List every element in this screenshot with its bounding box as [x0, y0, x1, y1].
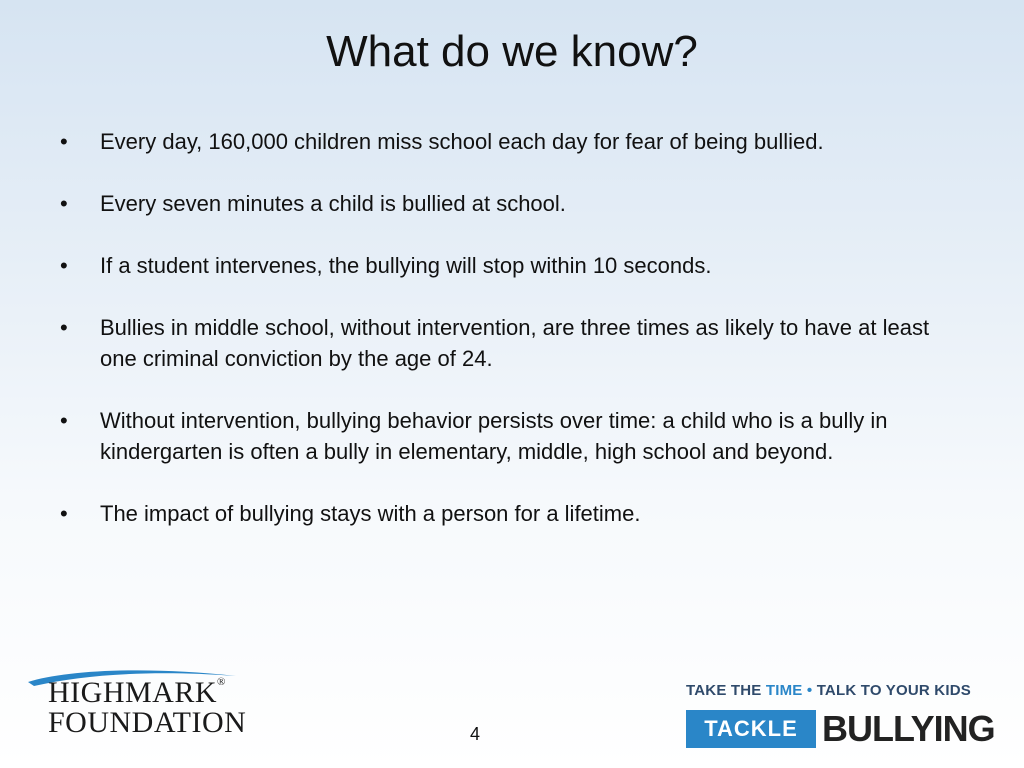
bullet-mark: • — [60, 408, 68, 433]
bullet-mark: • — [60, 191, 68, 216]
tagline-separator: • — [802, 682, 817, 699]
bullet-mark: • — [60, 501, 68, 526]
tackle-label: TACKLE — [686, 710, 816, 748]
page-number: 4 — [470, 724, 481, 744]
slide-title: What do we know? — [326, 27, 698, 76]
bullet-mark: • — [60, 253, 68, 278]
bullet-list — [60, 126, 960, 560]
bullet-item — [60, 312, 960, 374]
bullet-text: Without intervention, bullying behavior persists over time: a child who is a bully in kindergarten is often a bully in elementary, middle, high school and beyond. — [100, 408, 888, 464]
tagline-time: TIME — [765, 682, 803, 699]
bullet-text: If a student intervenes, the bullying will stop within 10 seconds. — [100, 253, 712, 278]
highmark-wordmark — [48, 676, 226, 710]
registered-mark: ® — [217, 676, 226, 688]
highmark-foundation-logo — [26, 668, 276, 746]
foundation-wordmark: FOUNDATION — [48, 706, 247, 739]
bullying-label: BULLYING — [822, 708, 995, 749]
bullet-item — [60, 126, 960, 157]
bullet-item — [60, 498, 960, 529]
bullet-text: Every day, 160,000 children miss school each day for fear of being bullied. — [100, 129, 824, 154]
tagline-to-your-kids: TO YOUR KIDS — [856, 682, 971, 699]
bullet-item — [60, 250, 960, 281]
logo-tagline — [686, 682, 971, 699]
highmark-name: HIGHMARK — [48, 676, 217, 709]
bullet-text: The impact of bullying stays with a person for a lifetime. — [100, 501, 641, 526]
tagline-take-the: TAKE THE — [686, 682, 766, 699]
bullet-item — [60, 188, 960, 219]
bullet-mark: • — [60, 129, 68, 154]
bullet-item — [60, 405, 960, 467]
bullet-mark: • — [60, 315, 68, 340]
tagline-talk: TALK — [816, 682, 857, 699]
bullet-text: Every seven minutes a child is bullied at school. — [100, 191, 566, 216]
tackle-bullying-logo — [686, 682, 1004, 748]
bullet-text: Bullies in middle school, without intervention, are three times as likely to have at least one criminal conviction by the age of 24. — [100, 315, 930, 371]
